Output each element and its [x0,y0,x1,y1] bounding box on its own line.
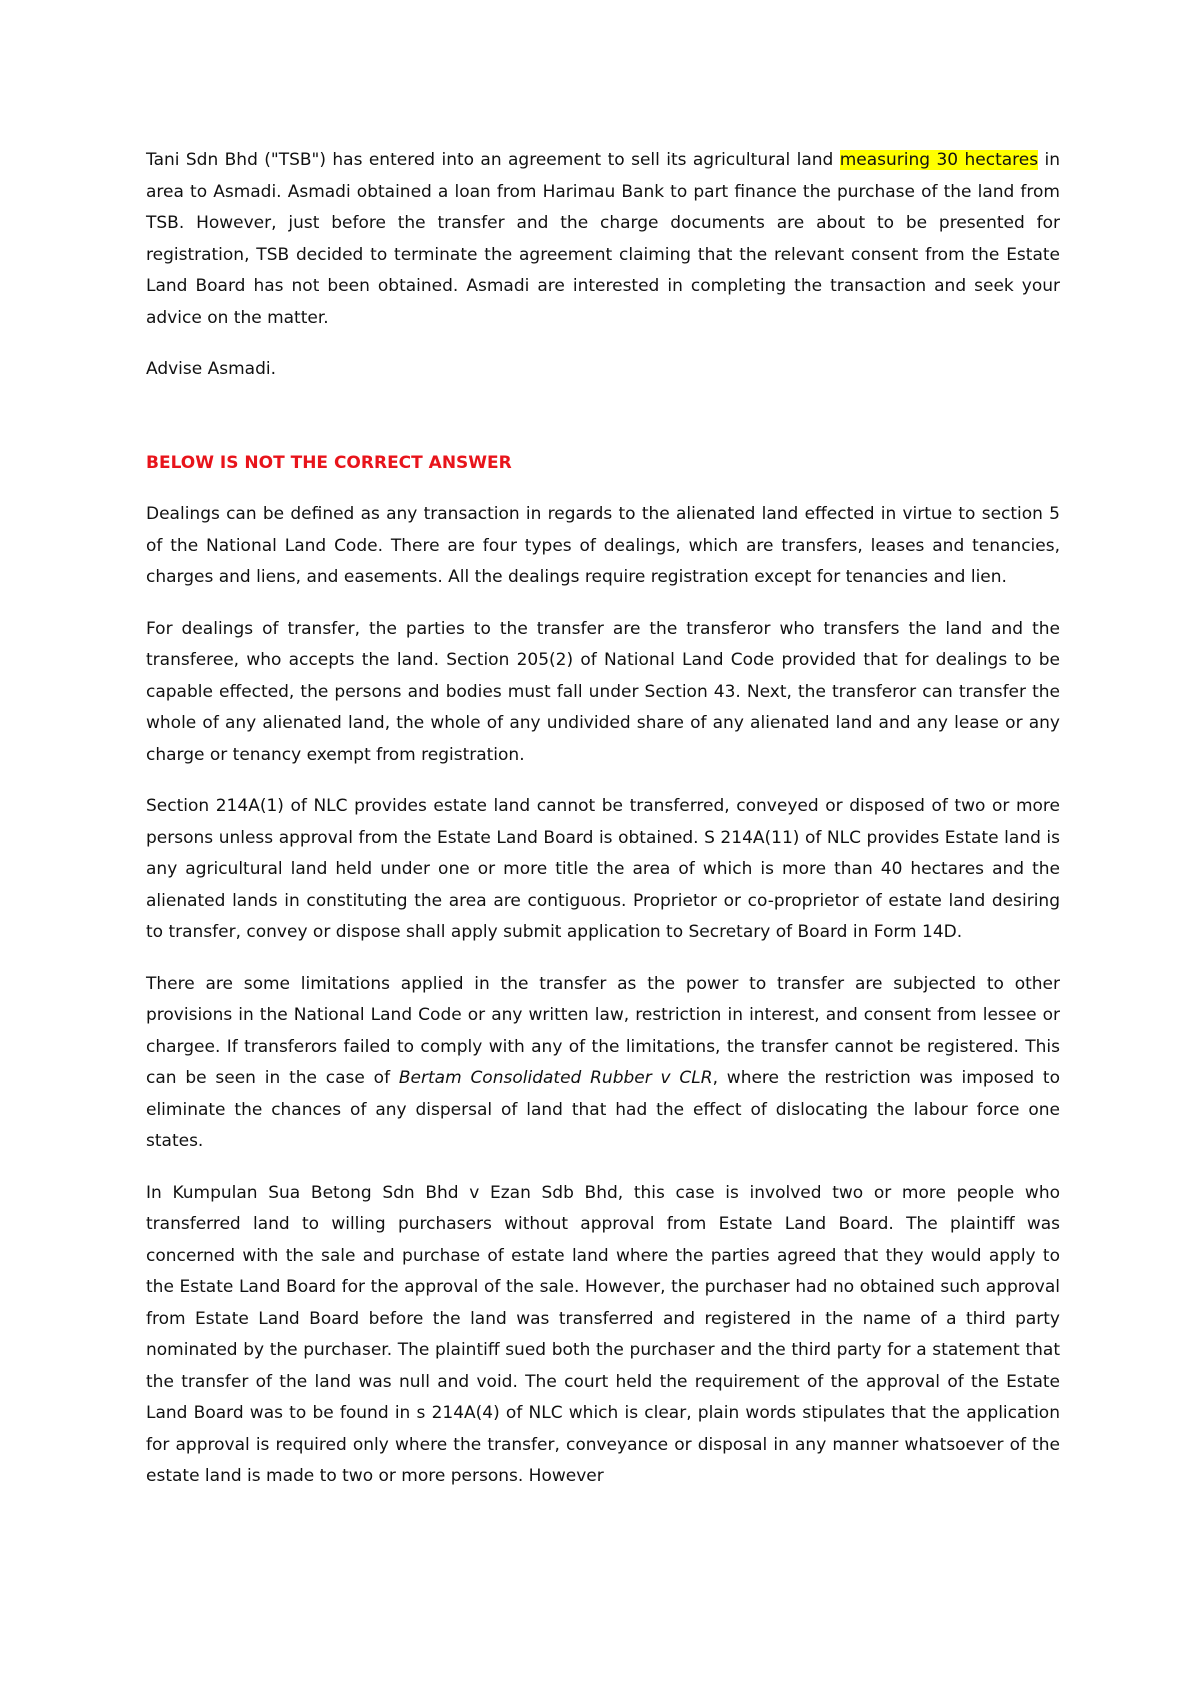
answer-4-text-end: , where the restriction was imposed to eliminate the chances of any dispersal of land that had the effect of dislocating the labour force one states. [146,1068,1060,1151]
notice-heading: BELOW IS NOT THE CORRECT ANSWER [146,452,512,473]
answer-paragraph-4 [146,969,1060,1158]
question-text-end: in area to Asmadi. Asmadi obtained a loan from Harimau Bank to part finance the purchase of the land from TSB. However, just before the transfer and the charge documents are about to be presented for registration, TSB decided to terminate the agreement claiming that the relevant consent from the Estate Land Board has not been obtained. Asmadi are interested in completing the transaction and seek your advice on the matter. [146,150,1061,328]
document-body [146,145,1060,1513]
answer-4-text-start: There are some limitations applied in the transfer as the power to transfer are subjected to other provisions in the National Land Code or any written law, restriction in interest, and consent from lessee or chargee. If transferors failed to comply with any of the limitations, the transfer cannot be registered. This can be seen in the case of [146,973,1060,1088]
section-spacer [146,406,1060,448]
question-paragraph [146,145,1060,334]
highlighted-text: measuring 30 hectares [839,150,1039,170]
instruction-paragraph: Advise Asmadi. [146,359,277,379]
case-name: Bertam Consolidated Rubber v CLR [398,1068,713,1088]
answer-paragraph-1: Dealings can be defined as any transaction in regards to the alienated land effected in virtue to section 5 of the National Land Code. There are four types of dealings, which are transfers, leases and tenancies, charges and liens, and easements. All the dealings require registration except for tenancies and lien. [146,504,1060,587]
answer-paragraph-5: In Kumpulan Sua Betong Sdn Bhd v Ezan Sdb Bhd, this case is involved two or more people who transferred land to willing purchasers without approval from Estate Land Board. The plaintiff was concerned with the sale and purchase of estate land where the parties agreed that they would apply to the Estate Land Board for the approval of the sale. However, the purchaser had no obtained such approval from Estate Land Board before the land was transferred and registered in the name of a third party nominated by the purchaser. The plaintiff sued both the purchaser and the third party for a statement that the transfer of the land was null and void. The court held the requirement of the approval of the Estate Land Board was to be found in s 214A(4) of NLC which is clear, plain words stipulates that the application for approval is required only where the transfer, conveyance or disposal in any manner whatsoever of the estate land is made to two or more persons. However [146,1182,1060,1486]
answer-paragraph-2: For dealings of transfer, the parties to the transfer are the transferor who transfers the land and the transferee, who accepts the land. Section 205(2) of National Land Code provided that for dealings to be capable effected, the persons and bodies must fall under Section 43. Next, the transferor can transfer the whole of any alienated land, the whole of any undivided share of any alienated land and any lease or any charge or tenancy exempt from registration. [146,618,1060,765]
answer-paragraph-3: Section 214A(1) of NLC provides estate land cannot be transferred, conveyed or disposed of two or more persons unless approval from the Estate Land Board is obtained. S 214A(11) of NLC provides Estate land is any agricultural land held under one or more title the area of which is more than 40 hectares and the alienated lands in constituting the area are contiguous. Proprietor or co-proprietor of estate land desiring to transfer, convey or dispose shall apply submit application to Secretary of Board in Form 14D. [146,796,1060,942]
question-text-start: Tani Sdn Bhd ("TSB") has entered into an agreement to sell its agricultural land [146,150,840,170]
